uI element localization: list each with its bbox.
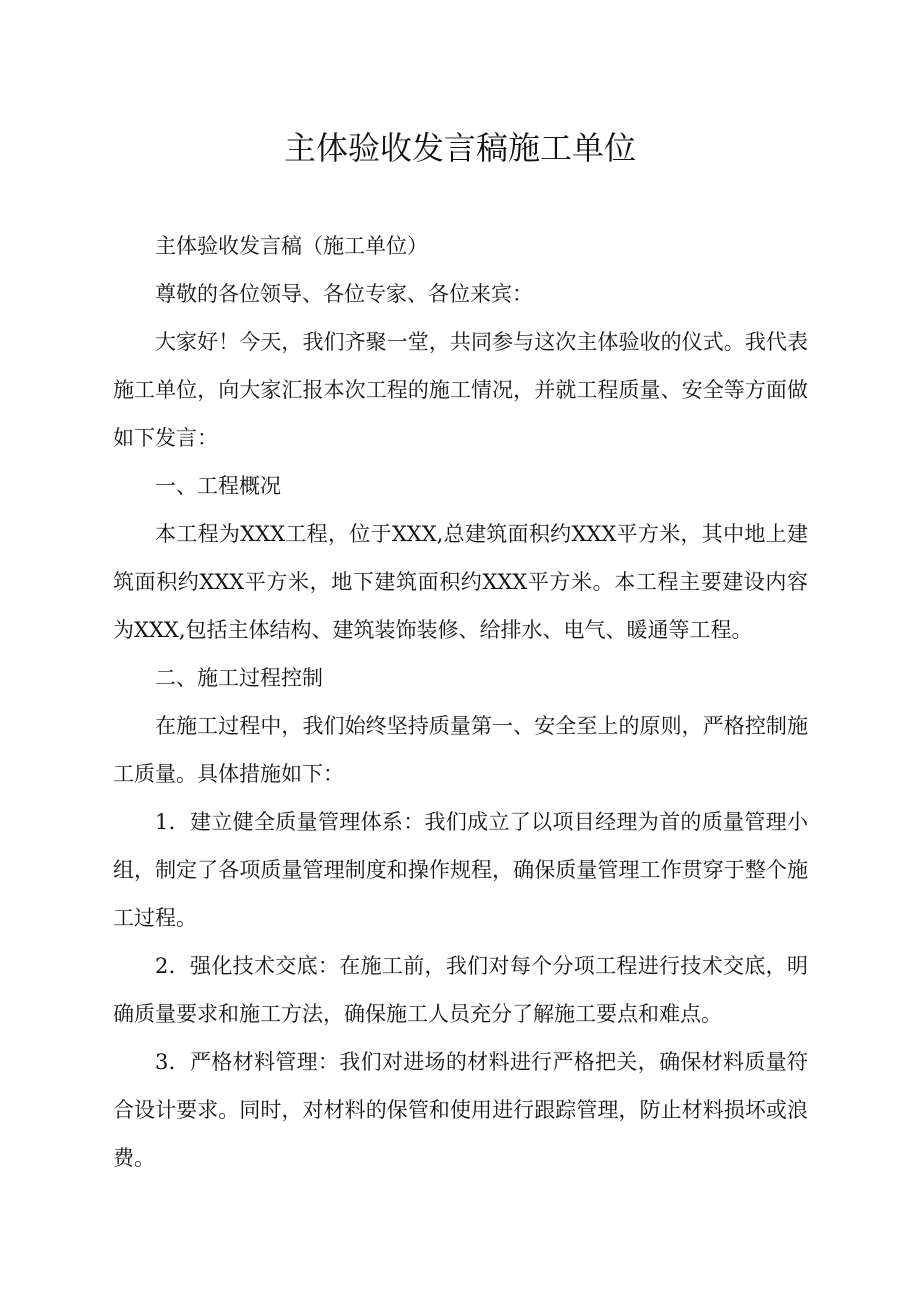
document-body (113, 222, 808, 1182)
salutation-paragraph: 尊敬的各位领导、各位专家、各位来宾： (155, 282, 533, 306)
section-heading-project-overview: 一、工程概况 (155, 474, 281, 498)
subtitle-paragraph: 主体验收发言稿（施工单位） (155, 234, 428, 258)
document-title: 主体验收发言稿施工单位 (283, 129, 636, 167)
construction-control-paragraph: 在施工过程中，我们始终坚持质量第一、安全至上的原则，严格控制施工质量。具体措施如下： (113, 714, 808, 786)
measure-item-1: 1．建立健全质量管理体系：我们成立了以项目经理为首的质量管理小组，制定了各项质量管理制度和操作规程，确保质量管理工作贯穿于整个施工过程。 (113, 810, 808, 930)
measure-item-2: 2．强化技术交底：在施工前，我们对每个分项工程进行技术交底，明确质量要求和施工方法，确保施工人员充分了解施工要点和难点。 (113, 954, 808, 1026)
opening-paragraph: 大家好！今天，我们齐聚一堂，共同参与这次主体验收的仪式。我代表施工单位，向大家汇报本次工程的施工情况，并就工程质量、安全等方面做如下发言： (113, 330, 808, 450)
project-overview-paragraph: 本工程为XXX工程，位于XXX,总建筑面积约XXX平方米，其中地上建筑面积约XXX平方米，地下建筑面积约XXX平方米。本工程主要建设内容为XXX,包括主体结构、建筑装饰装修、给排水、电气、暖通等工程。 (113, 522, 808, 642)
section-heading-construction-control: 二、施工过程控制 (155, 666, 323, 690)
measure-item-3: 3．严格材料管理：我们对进场的材料进行严格把关，确保材料质量符合设计要求。同时，对材料的保管和使用进行跟踪管理，防止材料损坏或浪费。 (113, 1050, 808, 1170)
